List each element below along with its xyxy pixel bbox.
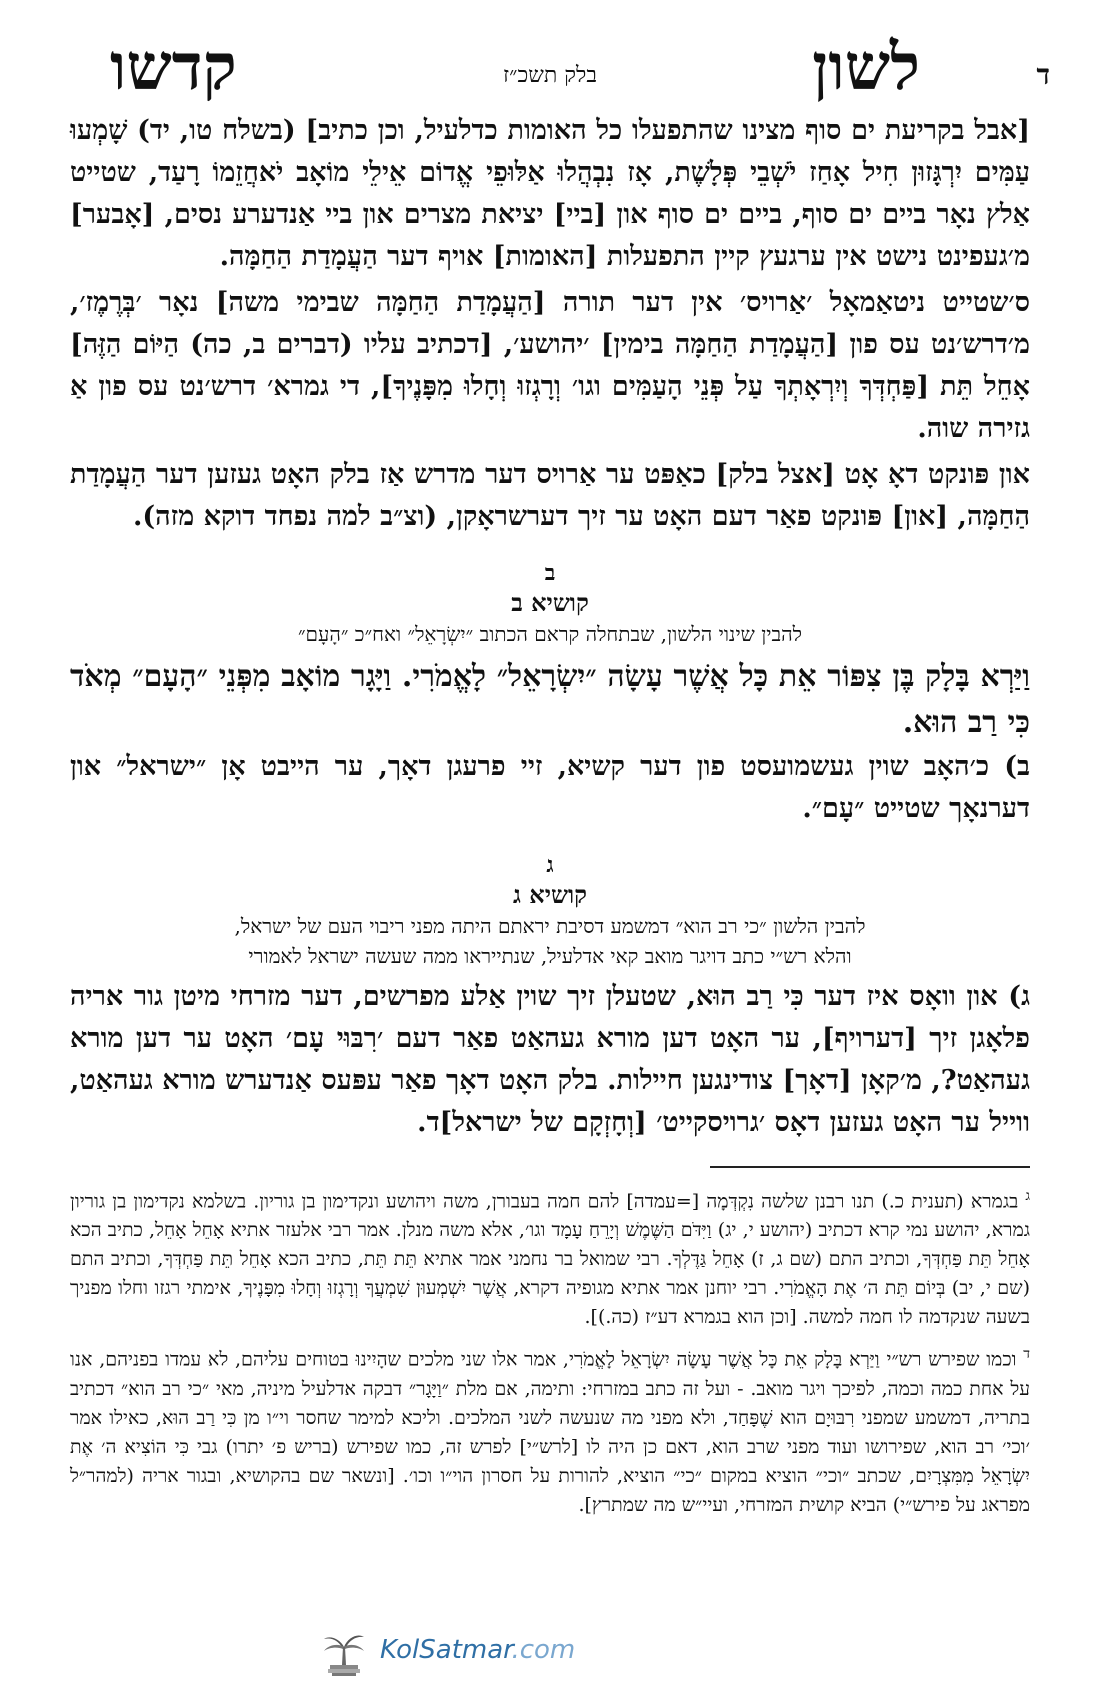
logo-text <box>380 1635 575 1665</box>
footnote-g-mark: ג <box>1025 1188 1030 1204</box>
section-b-verse: וַיַּרְא בָּלָק בֶּן צִפּוֹר אֵת כָּל אֲשֶׁר עָשָׂה ״יִשְׂרָאֵל״ לָאֱמֹרִי. וַיָּגָר מוֹאָב מִפְּנֵי ״הָעָם״ מְאֹד כִּי רַב הוּא. <box>70 659 1030 740</box>
section-b-title: קושיא ב <box>511 588 589 617</box>
footnote-g <box>70 1182 1030 1332</box>
section-b-letter: ב <box>544 560 556 586</box>
page-header <box>70 20 1050 105</box>
section-c-subtitle-2: והלא רש״י כתב דויגר מואב קאי אדלעיל, שנתייראו ממה שעשה ישראל לאמורי <box>248 944 852 968</box>
logo-brand: KolSatmar <box>380 1635 512 1665</box>
footnote-divider <box>710 1166 1030 1168</box>
running-title-right: לשון <box>812 30 920 105</box>
footnote-d <box>70 1340 1030 1519</box>
section-c <box>70 852 1030 1144</box>
section-c-text: ג) און וואָס איז דער כִּי רַב הוּא, שטעלן זיך שוין אַלע מפרשים, דער מזרחי מיטן גור אריה פלאָגן זיך [דערויף], ער האָט דען מורא געהאַט פאַר דעם ׳רִבּוּי עָם׳ האָט ער דען מורא געהאַט?, מ׳קאָן [דאָך] צודינגען חיילות. בלק האָט דאָך פאַר עפּעס אַנדערש מורא געהאַט, ווייל ער האָט געזען דאָס ׳גרויסקייט׳ [וְחָזְקָם של ישראל]ד. <box>70 981 1030 1138</box>
footnote-d-mark: ד <box>1023 1346 1030 1363</box>
footnote-g-text: בגמרא (תענית כ.) תנו רבנן שלשה נִקְדְּמָה [=עמדה] להם חמה בעבורן, משה ויהושע ונקדימון בן גוריון. בשלמא נקדימון בן גוריון גמרא, יהושע נמי קרא דכתיב (יהושע י, יג) וַיִּדֹּם הַשֶּׁמֶשׁ וְיָרֵחַ עָמָד וגו׳, אלא משה מנלן. אמר רבי אלעזר אתיא אָחֵל אָחֵל, כתיב הכא אָחֵל תֵּת פַּחְדְּךָ, וכתיב התם (שם ג, ז) אָחֵל גַּדֶּלְךָ. רבי שמואל בר נחמני אמר אתיא תֵּת תֵּת, כתיב הכא אָחֵל תֵּת פַּחְדְּךָ, וכתיב התם (שם י, יב) בְּיוֹם תֵּת ה׳ אֶת הָאֱמֹרִי. רבי יוחנן אמר אתיא מגופיה דקרא, אֲשֶׁר יִשְׁמְעוּן שִׁמְעֲךָ וְרָגְזוּ וְחָלוּ מִפָּנֶיךָ, אימתי רגזו וחלו מפניך בשעה שנקדמה לו חמה למשה. [וכן הוא בגמרא דע״ז (כה.)]. <box>70 1190 1030 1329</box>
page-letter: ד <box>1036 58 1050 91</box>
parsha-label: בלק תשכ״ז <box>503 63 597 88</box>
paragraph-2: ס׳שטייט ניטאַמאָל ׳אַרויס׳ אין דער תורה [הַעֲמָדַת הַחַמָּה שבימי משה] נאָר ׳בְּרֶמֶז׳, מ׳דרש׳נט עס פון [הַעֲמָדַת הַחַמָּה בימין] ׳יהושע׳, [דכתיב עליו (דברים ב, כה) הַיּוֹם הַזֶּה] אָחֵל תֵּת [פַּחְדְּךָ וְיִרְאָתְךָ עַל פְּנֵי הָעַמִּים וגו׳ וְרָגְזוּ וְחָלוּ מִפָּנֶיךָ], די גמרא׳ דרש׳נט עס פון אַ גזירה שוה. <box>70 287 1030 444</box>
paragraph-3: און פּונקט דאָ אָט [אצל בלק] כאַפּט ער אַרויס דער מדרש אַז בלק האָט געזען דער הַעֲמָדַת הַחַמָּה, [און] פּונקט פאַר דעם האָט ער זיך דערשראָקן, (וצ״ב למה נפחד דוקא מזה). <box>70 459 1030 532</box>
logo-domain: .com <box>511 1635 576 1665</box>
section-b-subtitle: להבין שינוי הלשון, שבתחלה קראם הכתוב ״יִשְׂרָאֵל״ ואח״כ ״הָעָם״ <box>297 622 803 646</box>
site-logo[interactable] <box>320 1625 640 1681</box>
page <box>70 20 1050 1690</box>
section-b-text: ב) כ׳האָב שוין געשמועסט פון דער קשיא, זיי פרעגן דאָך, ער הייבט אָן ״ישראל״ און דערנאָך שטייט ״עָם״. <box>70 751 1030 824</box>
section-b <box>70 560 1030 830</box>
palm-tree-books-icon <box>320 1625 368 1677</box>
footnote-d-text: וכמו שפירש רש״י וַיַּרְא בָּלָק אֵת כָּל אֲשֶׁר עָשָׂה יִשְׂרָאֵל לָאֱמֹרִי, אמר אלו שני מלכים שהָיִינוּ בטוחים עליהם, לא עמדו בפניהם, אנו על אחת כמה וכמה, לפיכך ויגר מואב. - ועל זה כתב במזרחי: ותימה, אם מלת ״וַיָּגָר״ דבקה אדלעיל מיניה, מאי ״כי רב הוא״ דכתיב בתריה, דמשמע שמפני רִבּוּיָם הוא שֶׁפָּחַד, ולא מפני מה שנעשה לשני המלכים. וליכא למימר שחסר וי״ו מן כִּי רַב הוּא, כאילו אמר ׳וכי׳ רב הוא, שפירושו ועוד מפני שרב הוא, דאם כן היה לו [לרש״י] לפרש זה, כמו שפירש (בריש פ׳ יתרו) גבי כִּי הוֹצִיא ה׳ אֶת יִשְׂרָאֵל מִמִּצְרָיִם, שכתב ״וכי״ הוציא במקום ״כי״ הוציא, להורות על חסרון הוי״ו וכו׳. [ונשאר שם בהקושיא, ובגור אריה (למהר״ל מפראג על פירש״י) הביא קושית המזרחי, ועיי״ש מה שמתרץ]. <box>70 1348 1030 1516</box>
section-c-title: קושיא ג <box>513 880 587 909</box>
section-c-letter: ג <box>546 852 554 878</box>
paragraph-1: [אבל בקריעת ים סוף מצינו שהתפעלו כל האומות כדלעיל, וכן כתיב] (בשלח טו, יד) שָׁמְעוּ עַמִּים יִרְגָּזוּן חִיל אָחַז יֹשְׁבֵי פְּלָשֶׁת, אָז נִבְהֲלוּ אַלּוּפֵי אֱדוֹם אֵילֵי מוֹאָב יֹאחֲזֵמוֹ רָעַד, שטייט אַלץ נאָר ביים ים סוף, ביים ים סוף און [ביי] יציאת מצרים און ביי אַנדערע נסים, [אָבער] מ׳געפינט נישט אין ערגעץ קיין התפעלות [האומות] אויף דער הַעֲמָדַת הַחַמָּה. <box>70 115 1030 272</box>
running-title-left: קדשו <box>110 30 237 105</box>
section-c-subtitle-1: להבין הלשון ״כי רב הוא״ דמשמע דסיבת יראתם היתה מפני ריבוי העם של ישראל, <box>234 914 866 938</box>
